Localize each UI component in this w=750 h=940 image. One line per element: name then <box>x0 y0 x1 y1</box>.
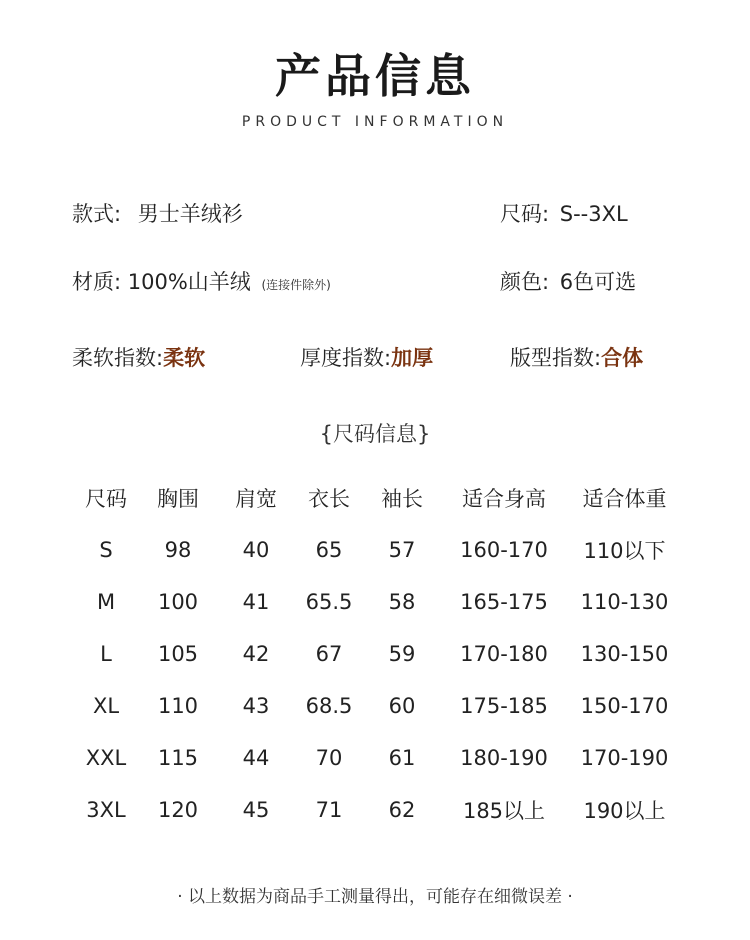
header-chest: 胸围 <box>157 487 199 511</box>
table-header-row <box>70 472 685 524</box>
table-cell: 110以下 <box>583 539 666 563</box>
table-row <box>70 524 685 576</box>
table-cell: 120 <box>157 798 199 822</box>
table-cell: 170-190 <box>580 746 669 770</box>
thickness-index <box>300 342 433 372</box>
table-cell: 175-185 <box>460 694 548 718</box>
header-length: 衣长 <box>308 487 350 511</box>
material-info <box>72 266 331 296</box>
header-shoulder: 肩宽 <box>235 487 277 511</box>
table-cell: 110 <box>157 694 199 718</box>
table-cell: 59 <box>388 642 416 666</box>
table-cell: 130-150 <box>580 642 669 666</box>
material-label: 材质: <box>72 270 122 294</box>
size-label: 尺码: <box>500 202 550 226</box>
table-cell: 190以上 <box>583 799 666 823</box>
table-cell: 70 <box>315 746 343 770</box>
table-cell: 62 <box>388 798 416 822</box>
table-cell: 57 <box>388 538 416 562</box>
table-cell: 170-180 <box>460 642 548 666</box>
table-row <box>70 680 685 732</box>
header-sleeve: 袖长 <box>381 487 423 511</box>
material-value: 100%山羊绒 <box>127 270 251 294</box>
material-note: (连接件除外) <box>261 278 331 292</box>
softness-index <box>72 342 205 372</box>
table-row <box>70 784 685 836</box>
style-label: 款式: <box>72 202 122 226</box>
table-cell: 160-170 <box>460 538 548 562</box>
size-section-title: {尺码信息} <box>319 422 431 446</box>
fit-index <box>510 342 643 372</box>
size-value: S--3XL <box>559 202 628 226</box>
table-cell: 42 <box>242 642 270 666</box>
table-cell: 61 <box>388 746 416 770</box>
table-cell: 3XL <box>86 798 126 822</box>
table-cell: L <box>100 642 112 666</box>
table-cell: 165-175 <box>460 590 548 614</box>
table-cell: 180-190 <box>460 746 548 770</box>
table-cell: 110-130 <box>580 590 669 614</box>
thickness-value: 加厚 <box>391 346 434 370</box>
fit-label: 版型指数: <box>510 346 602 370</box>
header-height: 适合身高 <box>462 487 546 511</box>
color-info <box>500 266 636 296</box>
table-cell: 71 <box>315 798 343 822</box>
size-table <box>70 472 685 836</box>
table-cell: M <box>96 590 116 614</box>
table-cell: 100 <box>157 590 199 614</box>
table-cell: 115 <box>157 746 199 770</box>
style-value: 男士羊绒衫 <box>137 202 243 226</box>
page-subtitle: PRODUCT INFORMATION <box>241 114 509 130</box>
table-cell: XL <box>92 694 120 718</box>
style-info <box>72 198 243 228</box>
table-cell: 45 <box>242 798 270 822</box>
header-size: 尺码 <box>85 487 127 511</box>
disclaimer-note: · 以上数据为商品手工测量得出，可能存在细微误差 · <box>177 887 573 907</box>
table-cell: S <box>99 538 113 562</box>
page-title: 产品信息 <box>275 49 475 103</box>
table-row <box>70 732 685 784</box>
table-cell: XXL <box>85 746 127 770</box>
fit-value: 合体 <box>601 346 644 370</box>
table-cell: 105 <box>157 642 199 666</box>
table-row <box>70 628 685 680</box>
color-value: 6色可选 <box>559 270 637 294</box>
table-cell: 67 <box>315 642 343 666</box>
softness-value: 柔软 <box>163 346 206 370</box>
table-cell: 60 <box>388 694 416 718</box>
table-cell: 98 <box>164 538 192 562</box>
header-weight: 适合体重 <box>582 487 667 511</box>
table-cell: 40 <box>242 538 270 562</box>
color-label: 颜色: <box>500 270 550 294</box>
thickness-label: 厚度指数: <box>300 346 392 370</box>
table-cell: 65 <box>315 538 343 562</box>
softness-label: 柔软指数: <box>72 346 164 370</box>
table-cell: 185以上 <box>462 799 546 823</box>
table-cell: 44 <box>242 746 270 770</box>
table-row <box>70 576 685 628</box>
table-cell: 58 <box>388 590 416 614</box>
table-cell: 150-170 <box>580 694 669 718</box>
table-cell: 68.5 <box>305 694 353 718</box>
table-cell: 43 <box>242 694 270 718</box>
size-info <box>500 198 628 228</box>
table-cell: 41 <box>242 590 270 614</box>
table-cell: 65.5 <box>305 590 353 614</box>
